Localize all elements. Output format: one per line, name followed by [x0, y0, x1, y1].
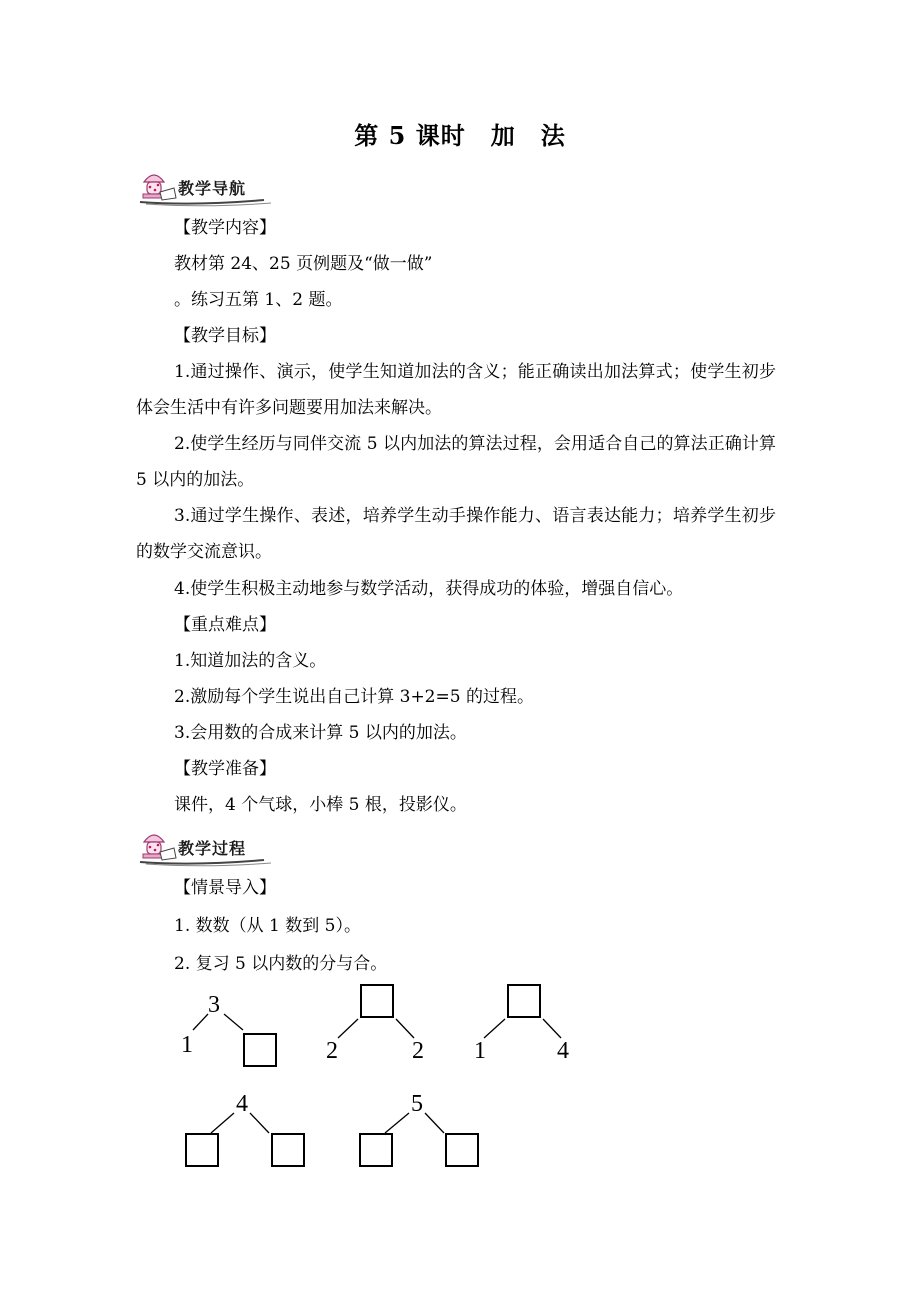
answer-box — [360, 1134, 392, 1166]
bond-left-number: 2 — [326, 1038, 338, 1064]
bond-right-number: 4 — [557, 1038, 569, 1064]
bond-top-number: 5 — [411, 1091, 423, 1117]
number-bond-5 — [360, 1091, 478, 1166]
bond-left-number: 1 — [181, 1032, 193, 1058]
goal-item-4: 4.使学生积极主动地参与数学活动，获得成功的体验，增强自信心。 — [174, 579, 684, 599]
answer-box — [508, 985, 540, 1017]
answer-box — [186, 1134, 218, 1166]
goal-item-2: 2.使学生经历与同伴交流 5 以内加法的算法过程，会用适合自己的算法正确计算 5 以内的加法。 — [136, 434, 776, 490]
number-bond-3 — [474, 985, 569, 1064]
page-title: 第 5 课时 加 法 — [354, 121, 566, 150]
section-label: 教学导航 — [178, 179, 247, 198]
key-point-1: 1.知道加法的含义。 — [174, 651, 327, 671]
bond-top-number: 4 — [236, 1091, 248, 1117]
preparation-heading: 【教学准备】 — [174, 759, 276, 779]
key-point-2: 2.激励每个学生说出自己计算 3+2=5 的过程。 — [174, 687, 534, 707]
bond-left-number: 1 — [474, 1038, 486, 1064]
content-line-1: 教材第 24、25 页例题及“做一做” — [174, 254, 433, 274]
answer-box — [272, 1134, 304, 1166]
intro-item-2: 2. 复习 5 以内数的分与合。 — [174, 954, 388, 974]
answer-box — [361, 985, 393, 1017]
answer-box — [244, 1034, 276, 1066]
key-points-heading: 【重点难点】 — [174, 615, 276, 635]
preparation-text: 课件，4 个气球，小棒 5 根，投影仪。 — [174, 795, 467, 815]
content-heading: 【教学内容】 — [174, 218, 276, 238]
bond-top-number: 3 — [208, 992, 220, 1018]
intro-item-1: 1. 数数（从 1 数到 5）。 — [174, 916, 361, 936]
content-line-2: 。练习五第 1、2 题。 — [174, 290, 343, 310]
bond-right-number: 2 — [412, 1038, 424, 1064]
goal-item-3: 3.通过学生操作、表述，培养学生动手操作能力、语言表达能力；培养学生初步的数学交流意识。 — [136, 506, 776, 562]
goal-item-1: 1.通过操作、演示，使学生知道加法的含义；能正确读出加法算式；使学生初步体会生活中有许多问题要用加法来解决。 — [136, 362, 776, 418]
number-bond-1 — [181, 992, 276, 1066]
number-bond-4 — [186, 1091, 304, 1166]
number-bond-2 — [326, 985, 424, 1064]
key-point-3: 3.会用数的合成来计算 5 以内的加法。 — [174, 723, 467, 743]
answer-box — [446, 1134, 478, 1166]
goals-heading: 【教学目标】 — [174, 326, 276, 346]
section-label: 教学过程 — [178, 839, 247, 858]
intro-heading: 【情景导入】 — [174, 878, 276, 898]
